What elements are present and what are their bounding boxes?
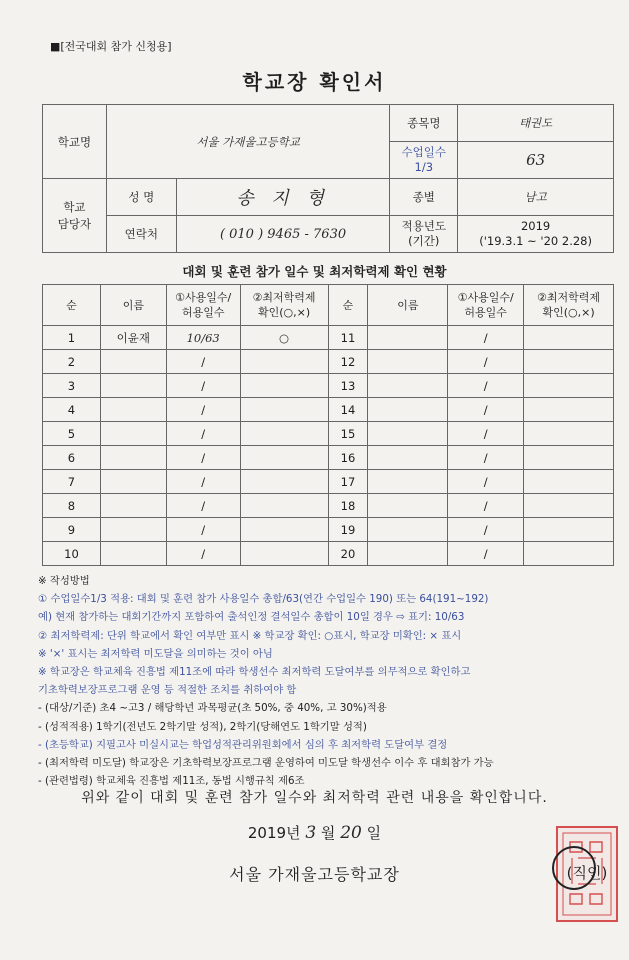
row-days: /	[166, 398, 240, 422]
row-name	[368, 446, 448, 470]
row-name	[368, 326, 448, 350]
date-day: 20	[340, 823, 362, 843]
row-days: /	[448, 446, 524, 470]
year-label-line2: (기간)	[408, 234, 440, 248]
row-check	[524, 470, 614, 494]
gender-label: 종별	[390, 179, 458, 216]
row-days: /	[166, 422, 240, 446]
row-name	[100, 494, 166, 518]
row-no: 7	[43, 470, 101, 494]
row-check	[524, 326, 614, 350]
seal-label: (직인)	[566, 864, 608, 882]
row-check	[524, 446, 614, 470]
gender-value: 남고	[458, 179, 614, 216]
header-min-left-line1: ②최저학력제	[252, 291, 316, 304]
row-no: 5	[43, 422, 101, 446]
table-row	[43, 398, 614, 422]
instruction-line: - (최저학력 미도달) 학교장은 기초학력보장프로그램 운영하여 미도달 학생선수 이수 후 대회참가 가능	[38, 757, 494, 770]
row-name	[368, 398, 448, 422]
row-days: /	[448, 518, 524, 542]
row-check	[524, 350, 614, 374]
row-name	[368, 422, 448, 446]
row-days: 10/63	[166, 326, 240, 350]
contact-value: ( 010 ) 9465 - 7630	[176, 216, 390, 253]
row-name	[368, 374, 448, 398]
row-no: 20	[328, 542, 368, 566]
instruction-line: - (초등학교) 지필고사 미실시교는 학업성적관리위원회에서 심의 후 최저학력 도달여부 결정	[38, 738, 448, 751]
participation-table	[42, 284, 614, 566]
event-label: 종목명	[390, 105, 458, 142]
row-no: 4	[43, 398, 101, 422]
row-no: 2	[43, 350, 101, 374]
row-days: /	[448, 398, 524, 422]
school-label: 학교명	[43, 105, 107, 179]
info-table	[42, 104, 614, 253]
row-name	[100, 374, 166, 398]
row-no: 6	[43, 446, 101, 470]
school-value: 서울 가재울고등학교	[106, 105, 389, 179]
header-days-right-line2: 허용일수	[464, 306, 507, 319]
row-check	[524, 374, 614, 398]
date-month: 3	[305, 823, 317, 843]
row-no: 8	[43, 494, 101, 518]
page-title: 학교장 확인서	[242, 70, 387, 94]
row-no: 19	[328, 518, 368, 542]
form-type-tag: ■[전국대회 참가 신청용]	[50, 40, 172, 53]
year-period: ('19.3.1 ~ '20 2.28)	[479, 234, 592, 248]
row-check	[240, 350, 328, 374]
table-row	[43, 518, 614, 542]
row-check	[240, 446, 328, 470]
row-check	[524, 518, 614, 542]
class-days-value: 63	[458, 142, 614, 179]
name-value: 송 지 형	[176, 179, 390, 216]
staff-label	[43, 179, 107, 253]
row-check	[524, 422, 614, 446]
header-days-right	[448, 285, 524, 326]
instruction-line: ※ '×' 표시는 최저학력 미도달을 의미하는 것이 아님	[38, 647, 273, 660]
row-check	[240, 494, 328, 518]
principal-signature-line: 서울 가재울고등학교장	[229, 865, 400, 884]
row-days: /	[448, 494, 524, 518]
row-no: 13	[328, 374, 368, 398]
row-check	[240, 542, 328, 566]
row-name	[100, 446, 166, 470]
instruction-line: 예) 현재 참가하는 대회기간까지 포함하여 출석인정 결석일수 총합이 10일 경우 ⇨ 표기: 10/63	[38, 611, 465, 624]
header-days-left-line1: ①사용일수/	[175, 291, 232, 304]
staff-label-line2: 담당자	[57, 216, 92, 231]
date-month-unit: 월	[320, 824, 336, 842]
row-no: 15	[328, 422, 368, 446]
date-year: 2019년	[247, 824, 301, 842]
row-name	[368, 542, 448, 566]
row-check	[240, 422, 328, 446]
row-name	[100, 350, 166, 374]
instruction-line: ※ 작성방법	[38, 575, 90, 587]
row-name	[368, 518, 448, 542]
row-name	[100, 398, 166, 422]
instruction-line: - (성적적용) 1학기(전년도 2학기말 성적), 2학기(당해연도 1학기말 성적)	[38, 720, 367, 733]
table-row	[43, 542, 614, 566]
row-name	[100, 518, 166, 542]
staff-label-line1: 학교	[63, 199, 86, 214]
row-name	[368, 470, 448, 494]
row-days: /	[166, 350, 240, 374]
class-days-label-line2: 1/3	[414, 160, 434, 174]
row-no: 16	[328, 446, 368, 470]
row-check	[524, 494, 614, 518]
row-days: /	[166, 446, 240, 470]
date-day-unit: 일	[366, 824, 382, 842]
row-days: /	[448, 374, 524, 398]
instructions	[38, 572, 623, 790]
header-days-left-line2: 허용일수	[181, 306, 225, 319]
table-row	[43, 446, 614, 470]
row-no: 3	[43, 374, 101, 398]
class-days-label	[390, 142, 458, 179]
row-no: 10	[43, 542, 101, 566]
row-check: ○	[240, 326, 328, 350]
instruction-line: ① 수업일수1/3 적용: 대회 및 훈련 참가 사용일수 총합/63(연간 수업일수 190) 또는 64(191~192)	[38, 593, 489, 606]
status-subtitle: 대회 및 훈련 참가 일수 및 최저학력제 확인 현황	[182, 264, 447, 279]
row-name	[368, 350, 448, 374]
header-min-left	[240, 285, 328, 326]
header-min-left-line2: 확인(○,×)	[257, 306, 311, 319]
table-body	[43, 326, 614, 566]
header-name-right: 이름	[368, 285, 448, 326]
row-days: /	[448, 470, 524, 494]
header-min-right-line2: 확인(○,×)	[542, 306, 595, 319]
event-value: 태권도	[458, 105, 614, 142]
header-min-right	[524, 285, 614, 326]
row-days: /	[166, 518, 240, 542]
row-check	[240, 398, 328, 422]
header-days-left	[166, 285, 240, 326]
table-header-row	[43, 285, 614, 326]
table-row	[43, 470, 614, 494]
row-check	[240, 374, 328, 398]
row-days: /	[448, 542, 524, 566]
name-label: 성 명	[106, 179, 176, 216]
instruction-line: - (대상/기준) 초4 ~고3 / 해당학년 과목평균(초 50%, 중 40%, 고 30%)적용	[38, 702, 387, 715]
issue-date	[0, 822, 629, 843]
table-row	[43, 350, 614, 374]
year-value	[458, 216, 614, 253]
row-check	[240, 470, 328, 494]
row-no: 18	[328, 494, 368, 518]
row-days: /	[166, 374, 240, 398]
row-days: /	[448, 326, 524, 350]
row-days: /	[166, 542, 240, 566]
instruction-line: 기초학력보장프로그램 운영 등 적절한 조치를 취하여야 함	[38, 684, 297, 697]
year-value-line1: 2019	[520, 219, 551, 233]
row-name: 이윤재	[100, 326, 166, 350]
instruction-line: ※ 학교장은 학교체육 진흥법 제11조에 따라 학생선수 최저학력 도달여부를 의무적으로 확인하고	[38, 666, 471, 679]
row-no: 12	[328, 350, 368, 374]
row-no: 17	[328, 470, 368, 494]
row-name	[100, 470, 166, 494]
row-no: 14	[328, 398, 368, 422]
table-row	[43, 494, 614, 518]
confirmation-statement: 위와 같이 대회 및 훈련 참가 일수와 최저학력 관련 내용을 확인합니다.	[81, 790, 548, 806]
row-check	[524, 542, 614, 566]
header-min-right-line1: ②최저학력제	[537, 291, 601, 304]
row-no: 11	[328, 326, 368, 350]
instruction-line: - (관련법령) 학교체육 진흥법 제11조, 동법 시행규칙 제6조	[38, 775, 305, 788]
row-days: /	[166, 470, 240, 494]
class-days-label-line1: 수업일수	[401, 145, 446, 159]
row-days: /	[448, 422, 524, 446]
header-days-right-line1: ①사용일수/	[457, 291, 514, 304]
row-no: 1	[43, 326, 101, 350]
row-days: /	[448, 350, 524, 374]
row-name	[368, 494, 448, 518]
year-label-line1: 적용년도	[401, 219, 446, 233]
contact-label: 연락처	[106, 216, 176, 253]
row-name	[100, 542, 166, 566]
instruction-line: ② 최저학력제: 단위 학교에서 확인 여부만 표시 ※ 학교장 확인: ○표시, 학교장 미확인: × 표시	[38, 629, 462, 642]
row-check	[524, 398, 614, 422]
table-row	[43, 374, 614, 398]
row-name	[100, 422, 166, 446]
row-check	[240, 518, 328, 542]
row-no: 9	[43, 518, 101, 542]
table-row	[43, 326, 614, 350]
year-label	[390, 216, 458, 253]
header-no-right: 순	[328, 285, 368, 326]
header-name-left: 이름	[100, 285, 166, 326]
row-days: /	[166, 494, 240, 518]
header-no-left: 순	[43, 285, 101, 326]
table-row	[43, 422, 614, 446]
